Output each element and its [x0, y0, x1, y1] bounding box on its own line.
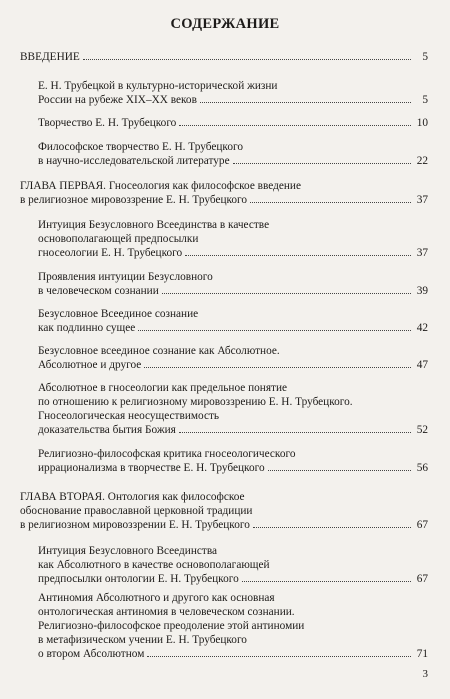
- toc-page-number: 22: [416, 155, 428, 167]
- toc-entry-line: ВВЕДЕНИЕ: [20, 51, 80, 63]
- toc-entry-last-line: [38, 246, 428, 260]
- toc-entry-line: как Абсолютного в качестве основополагающей: [38, 559, 270, 571]
- toc-entry-line: онтологическая антиномия в человеческом сознании.: [38, 606, 295, 618]
- toc-entry-last-line: [20, 50, 428, 64]
- toc-entry-line: гносеологии Е. Н. Трубецкого: [38, 247, 183, 259]
- dot-leader: [162, 293, 411, 294]
- toc-entry-line: в метафизическом учении Е. Н. Трубецкого: [38, 634, 247, 646]
- toc-entry-last-line: [38, 423, 428, 437]
- dot-leader: [250, 202, 411, 203]
- dot-leader: [200, 102, 411, 103]
- toc-entry-last-line: [38, 321, 428, 335]
- toc-page-number: 52: [416, 424, 428, 436]
- toc-chapter-entry: [20, 179, 428, 207]
- toc-entry-line: Религиозно-философская критика гносеологического: [38, 448, 296, 460]
- toc-entry-last-line: [38, 358, 428, 372]
- toc-section-entry: [38, 79, 428, 107]
- toc-entry-last-line: [38, 572, 428, 586]
- toc-entry-last-line: [20, 518, 428, 532]
- toc-entry-last-line: [38, 284, 428, 298]
- toc-entry-line: Абсолютное в гносеологии как предельное понятие: [38, 382, 288, 394]
- toc-section-entry: [38, 447, 428, 475]
- toc-entry-line: о втором Абсолютном: [38, 648, 145, 660]
- toc-entry-line: основополагающей предпосылки: [38, 233, 199, 245]
- page-title: СОДЕРЖАНИЕ: [170, 16, 280, 32]
- toc-entry-line: в религиозное мировоззрение Е. Н. Трубецкого: [20, 194, 248, 206]
- toc-section-entry: [38, 381, 428, 437]
- dot-leader: [185, 255, 411, 256]
- toc-entry-line: в религиозном мировоззрении Е. Н. Трубецкого: [20, 519, 250, 531]
- toc-entry-line: по отношению к религиозному мировоззрению Е. Н. Трубецкого.: [38, 396, 353, 408]
- toc-entry-line: Интуиция Безусловного Всеединства: [38, 545, 218, 557]
- toc-page-number: 5: [422, 94, 428, 106]
- page-number: 3: [422, 668, 428, 680]
- dot-leader: [253, 527, 411, 528]
- toc-entry-line: ГЛАВА ПЕРВАЯ. Гносеология как философское введение: [20, 180, 301, 192]
- toc-chapter-entry: [20, 490, 428, 532]
- dot-leader: [83, 59, 411, 60]
- dot-leader: [179, 125, 411, 126]
- dot-leader: [147, 656, 411, 657]
- toc-page-number: 39: [416, 285, 428, 297]
- toc-section-entry: [38, 270, 428, 298]
- toc-entry-line: обоснование православной церковной традиции: [20, 505, 253, 517]
- toc-entry-line: как подлинно сущее: [38, 322, 136, 334]
- toc-section-entry: [38, 140, 428, 168]
- toc-page-number: 47: [416, 359, 428, 371]
- toc-entry-last-line: [38, 93, 428, 107]
- toc-entry-line: Абсолютное и другое: [38, 359, 142, 371]
- toc-entry-line: в научно-исследовательской литературе: [38, 155, 230, 167]
- toc-section-entry: [38, 544, 428, 586]
- toc-entry-line: Безусловное всеединое сознание как Абсолютное.: [38, 345, 280, 357]
- toc-entry-line: Гносеологическая неосуществимость: [38, 410, 220, 422]
- toc-section-entry: [38, 218, 428, 260]
- toc-section-entry: [38, 116, 428, 130]
- toc-page-number: 42: [416, 322, 428, 334]
- toc-entry-line: в человеческом сознании: [38, 285, 159, 297]
- toc-section-entry: [38, 307, 428, 335]
- dot-leader: [268, 470, 411, 471]
- dot-leader: [144, 367, 411, 368]
- toc-entry-line: Философское творчество Е. Н. Трубецкого: [38, 141, 243, 153]
- toc-entry-line: Интуиция Безусловного Всеединства в качестве: [38, 219, 270, 231]
- toc-entry-last-line: [20, 193, 428, 207]
- toc-entry-line: Антиномия Абсолютного и другого как основная: [38, 592, 275, 604]
- toc-entry-line: Религиозно-философское преодоление этой антиномии: [38, 620, 305, 632]
- toc-entry-last-line: [38, 647, 428, 661]
- toc-page-number: 10: [416, 117, 428, 129]
- toc-page-number: 37: [416, 194, 428, 206]
- dot-leader: [138, 330, 411, 331]
- dot-leader: [242, 581, 411, 582]
- toc-entry-line: предпосылки онтологии Е. Н. Трубецкого: [38, 573, 239, 585]
- toc-page-number: 67: [416, 519, 428, 531]
- toc-entry-last-line: [38, 461, 428, 475]
- toc-entry-line: иррационализма в творчестве Е. Н. Трубецкого: [38, 462, 265, 474]
- toc-section-entry: [38, 591, 428, 661]
- toc-entry-line: России на рубеже XIX–XX веков: [38, 94, 197, 106]
- toc-entry-line: Е. Н. Трубецкой в культурно-исторической жизни: [38, 80, 278, 92]
- toc-entry-line: ГЛАВА ВТОРАЯ. Онтология как философское: [20, 491, 245, 503]
- toc-section-entry: [38, 344, 428, 372]
- toc-page-number: 56: [416, 462, 428, 474]
- toc-entry-line: Безусловное Всеединое сознание: [38, 308, 199, 320]
- toc-page-number: 71: [416, 648, 428, 660]
- toc-page-number: 37: [416, 247, 428, 259]
- toc-entry-line: доказательства бытия Божия: [38, 424, 176, 436]
- toc-chapter-entry: [20, 50, 428, 64]
- toc-page-number: 67: [416, 573, 428, 585]
- toc-entry-line: Проявления интуиции Безусловного: [38, 271, 213, 283]
- toc-entry-last-line: [38, 154, 428, 168]
- toc-entry-line: Творчество Е. Н. Трубецкого: [38, 117, 177, 129]
- dot-leader: [233, 163, 411, 164]
- toc-page-number: 5: [422, 51, 428, 63]
- toc-entry-last-line: [38, 116, 428, 130]
- dot-leader: [179, 432, 411, 433]
